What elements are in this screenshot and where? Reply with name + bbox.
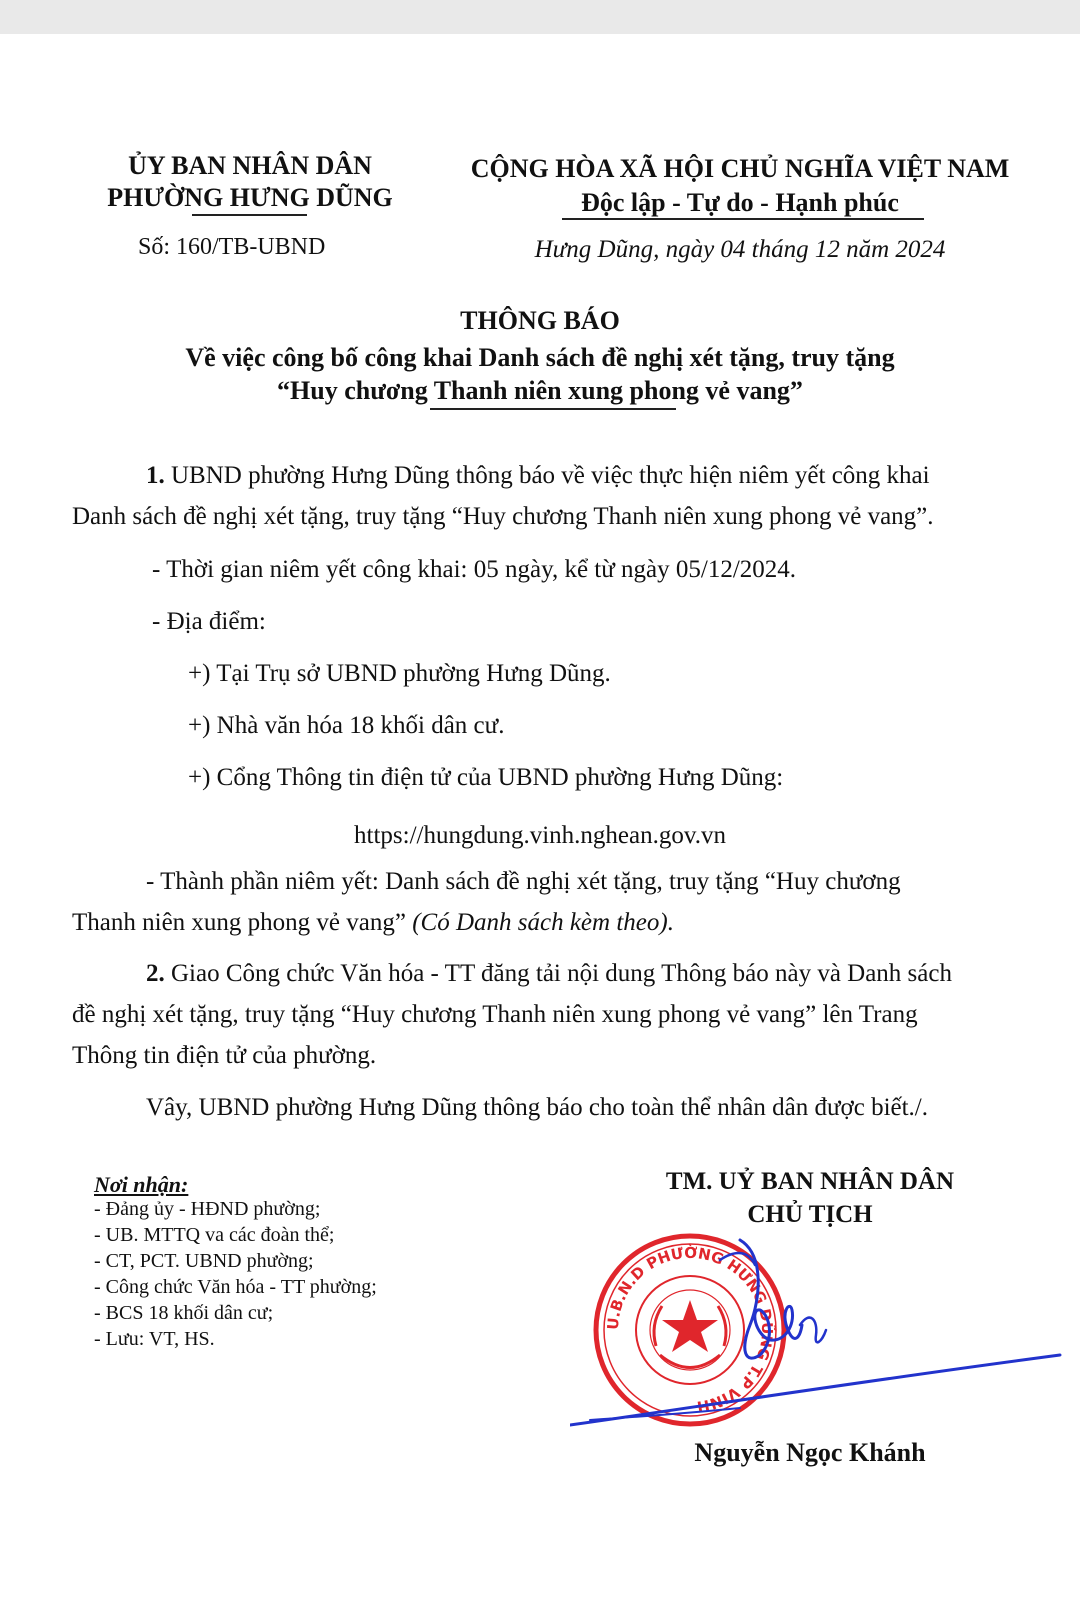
seal-ring-text: U.B.N.D PHƯỜNG HƯNG DŨNG T.P VINH	[603, 1243, 777, 1416]
paragraph-1-number: 1.	[146, 462, 165, 489]
place-item-c: +) Cổng Thông tin điện tử của UBND phường Hưng Dũng:	[188, 764, 784, 791]
paragraph-2-number: 2.	[146, 960, 165, 987]
components-line-1: - Thành phần niêm yết: Danh sách đề nghị xét tặng, truy tặng “Huy chương	[146, 868, 901, 895]
agency-line2: PHƯỜNG HƯNG DŨNG	[107, 183, 393, 212]
title-underline	[430, 408, 676, 410]
paragraph-2-line-3: Thông tin điện tử của phường.	[72, 1042, 377, 1069]
recipient-item: - Đảng ủy - HĐND phường;	[94, 1198, 321, 1220]
components-note: (Có Danh sách kèm theo).	[412, 909, 674, 936]
paragraph-1-line-1	[146, 462, 930, 490]
recipients-title: Nơi nhận:	[94, 1172, 189, 1197]
nation-motto: Độc lập - Tự do - Hạnh phúc	[581, 188, 899, 217]
document-number: Số: 160/TB-UBND	[138, 234, 326, 260]
posting-place: - Địa điểm:	[152, 608, 266, 635]
document-title: THÔNG BÁO	[460, 306, 620, 335]
agency-header	[60, 150, 440, 214]
agency-line1: ỦY BAN NHÂN DÂN	[128, 151, 372, 180]
paragraph-2-line-1	[146, 960, 952, 988]
portal-url: https://hungdung.vinh.nghean.gov.vn	[354, 822, 726, 849]
recipient-item: - Công chức Văn hóa - TT phường;	[94, 1276, 377, 1298]
paragraph-1-line-2: Danh sách đề nghị xét tặng, truy tặng “Huy chương Thanh niên xung phong vẻ vang”.	[72, 503, 934, 530]
motto-underline	[562, 218, 924, 220]
nation-header	[440, 152, 1040, 220]
handwritten-signature	[570, 1230, 1070, 1440]
agency-underline	[192, 214, 307, 216]
paragraph-2-text: Giao Công chức Văn hóa - TT đăng tải nội dung Thông báo này và Danh sách	[171, 960, 952, 987]
signer-name: Nguyễn Ngọc Khánh	[694, 1438, 926, 1467]
components-line-2	[72, 909, 674, 937]
recipient-item: - BCS 18 khối dân cư;	[94, 1302, 274, 1324]
document-subtitle-2: “Huy chương Thanh niên xung phong vẻ vang”	[277, 376, 803, 405]
recipient-item: - Lưu: VT, HS.	[94, 1328, 215, 1350]
document-subtitle-1: Về việc công bố công khai Danh sách đề nghị xét tặng, truy tặng	[185, 343, 895, 372]
components-text: Thanh niên xung phong vẻ vang”	[72, 909, 406, 936]
nation-line1: CỘNG HÒA XÃ HỘI CHỦ NGHĨA VIỆT NAM	[470, 154, 1010, 183]
top-strip	[0, 0, 1080, 34]
paragraph-1-text: UBND phường Hưng Dũng thông báo về việc thực hiện niêm yết công khai	[171, 462, 930, 489]
paragraph-2-line-2: đề nghị xét tặng, truy tặng “Huy chương Thanh niên xung phong vẻ vang” lên Trang	[72, 1001, 918, 1028]
posting-time: - Thời gian niêm yết công khai: 05 ngày, kể từ ngày 05/12/2024.	[152, 556, 797, 583]
place-date: Hưng Dũng, ngày 04 tháng 12 năm 2024	[534, 236, 946, 263]
recipient-item: - CT, PCT. UBND phường;	[94, 1250, 314, 1272]
place-item-a: +) Tại Trụ sở UBND phường Hưng Dũng.	[188, 660, 611, 687]
signature-title-1: TM. UỶ BAN NHÂN DÂN	[665, 1168, 955, 1195]
signature-title-2: CHỦ TỊCH	[747, 1201, 873, 1228]
recipient-item: - UB. MTTQ va các đoàn thể;	[94, 1224, 335, 1246]
closing-line: Vây, UBND phường Hưng Dũng thông báo cho toàn thể nhân dân được biết./.	[146, 1094, 929, 1121]
place-item-b: +) Nhà văn hóa 18 khối dân cư.	[188, 712, 505, 739]
